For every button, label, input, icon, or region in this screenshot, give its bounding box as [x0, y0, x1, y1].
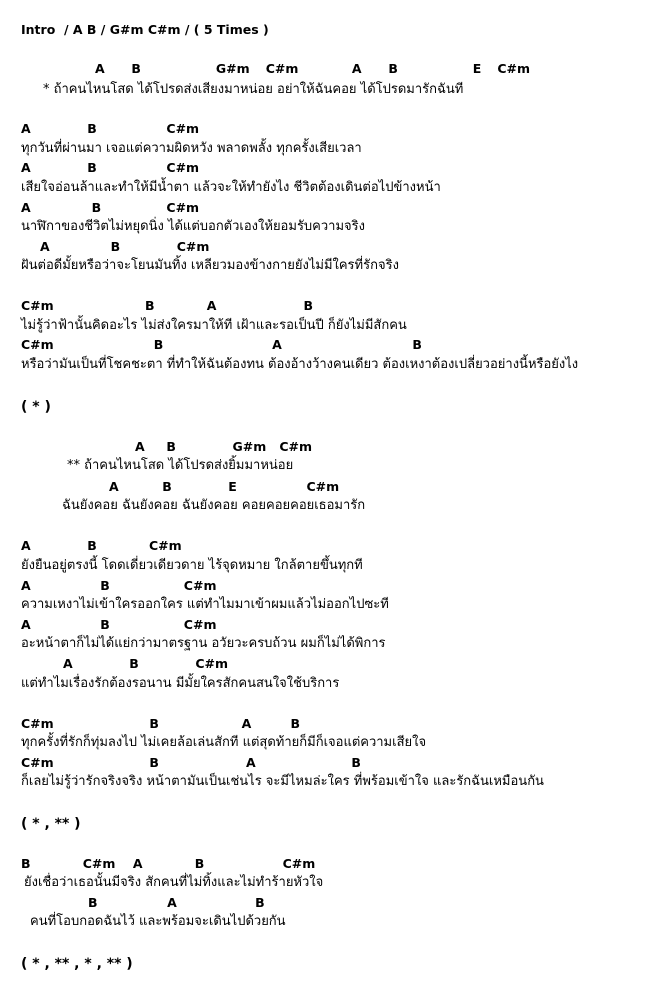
- verse1-lyric-2: เสียใจอ่อนล้าและทำให้มีน้ำตา แล้วจะให้ทำยังไง ชีวิตต้องเดินต่อไปข้างหน้า: [21, 180, 441, 195]
- chorus2-chords-1: A B G#m C#m: [135, 439, 313, 454]
- verse2-chords-2: A B C#m: [21, 578, 217, 593]
- verse1-lyric-1: ทุกวันที่ผ่านมา เจอแต่ความผิดหวัง พลาดพลั้ง ทุกครั้งเสียเวลา: [21, 141, 362, 156]
- outro-lyric-1: ยังเชื่อว่าเธอนั้นมีจริง สักคนที่ไม่ทิ้งและไม่ทำร้ายหัวใจ: [24, 875, 324, 890]
- verse2-chords-1: A B C#m: [21, 538, 182, 553]
- verse2-lyric-2: ความเหงาไม่เข้าใครออกใคร แต่ทำไมมาเข้าผมแล้วไม่ออกไปซะที: [21, 597, 389, 612]
- bridge1-lyric-1: ไม่รู้ว่าฟ้านั้นคิดอะไร ไม่ส่งใครมาให้ที เฝ้าและรอเป็นปี ก็ยังไม่มีสักคน: [21, 318, 407, 333]
- outro-chords-1: B C#m A B C#m: [21, 856, 316, 871]
- outro-chords-2: B A B: [88, 895, 265, 910]
- bridge2-lyric-2: ก็เลยไม่รู้ว่ารักจริงจริง หน้าตามันเป็นเช่นไร จะมีไหมล่ะใคร ที่พร้อมเข้าใจ และรักฉันเหมือนกัน: [21, 774, 544, 789]
- bridge1-chords-2: C#m B A B: [21, 337, 422, 352]
- verse2-lyric-3: อะหน้าตาก็ไม่ได้แย่กว่ามาตรฐาน อวัยวะครบถ้วน ผมก็ไม่ได้พิการ: [21, 636, 386, 651]
- bridge2-chords-1: C#m B A B: [21, 716, 300, 731]
- chorus2-lyric-1: ** ถ้าคนไหนโสด ได้โปรดส่งยิ้มมาหน่อย: [67, 458, 294, 473]
- repeat-marker-1: ( * ): [21, 399, 51, 415]
- verse1-chords-1: A B C#m: [21, 121, 200, 136]
- verse2-lyric-4: แต่ทำไมเรื่องรักต้องรอนาน มีมั้ยใครสักคนสนใจใช้บริการ: [21, 676, 340, 691]
- verse2-chords-3: A B C#m: [21, 617, 217, 632]
- chorus2-lyric-2: ฉันยังคอย ฉันยังคอย ฉันยังคอย คอยคอยคอยเธอมารัก: [62, 498, 366, 513]
- chorus1-lyric: * ถ้าคนไหนโสด ได้โปรดส่งเสียงมาหน่อย อย่าให้ฉันคอย ได้โปรดมารักฉันที: [43, 82, 464, 97]
- repeat-marker-3: ( * , ** , * , ** ): [21, 956, 133, 972]
- bridge1-chords-1: C#m B A B: [21, 298, 314, 313]
- verse2-lyric-1: ยังยืนอยู่ตรงนี้ โดดเดี่ยวเดียวดาย ไร้จุดหมาย ใกล้ตายขึ้นทุกที: [21, 558, 363, 573]
- intro-line: Intro / A B / G#m C#m / ( 5 Times ): [21, 22, 269, 37]
- bridge2-lyric-1: ทุกครั้งที่รักก็ทุ่มลงไป ไม่เคยล้อเล่นสักที แต่สุดท้ายก็มีก็เจอแต่ความเสียใจ: [21, 735, 427, 750]
- bridge1-lyric-2: หรือว่ามันเป็นที่โชคชะตา ที่ทำให้ฉันต้องทน ต้องอ้างว้างคนเดียว ต้องเหงาต้องเปลี่ยวอย่างนี้หรือยังไง: [21, 357, 579, 372]
- verse1-lyric-4: ฝันต่อดีมั้ยหรือว่าจะโยนมันทิ้ง เหลียวมองข้างกายยังไม่มีใครที่รักจริง: [21, 258, 399, 273]
- verse1-chords-3: A B C#m: [21, 200, 200, 215]
- bridge2-chords-2: C#m B A B: [21, 755, 361, 770]
- repeat-marker-2: ( * , ** ): [21, 816, 81, 832]
- verse1-chords-4: A B C#m: [40, 239, 210, 254]
- verse1-chords-2: A B C#m: [21, 160, 200, 175]
- chorus2-chords-2: A B E C#m: [109, 479, 340, 494]
- outro-lyric-2: คนที่โอบกอดฉันไว้ และพร้อมจะเดินไปด้วยกัน: [30, 914, 286, 929]
- verse2-chords-4: A B C#m: [63, 656, 229, 671]
- verse1-lyric-3: นาฬิกาของชีวิตไม่หยุดนิ่ง ได้แต่บอกตัวเองให้ยอมรับความจริง: [21, 219, 365, 234]
- chorus1-chords: A B G#m C#m A B E C#m: [95, 61, 531, 76]
